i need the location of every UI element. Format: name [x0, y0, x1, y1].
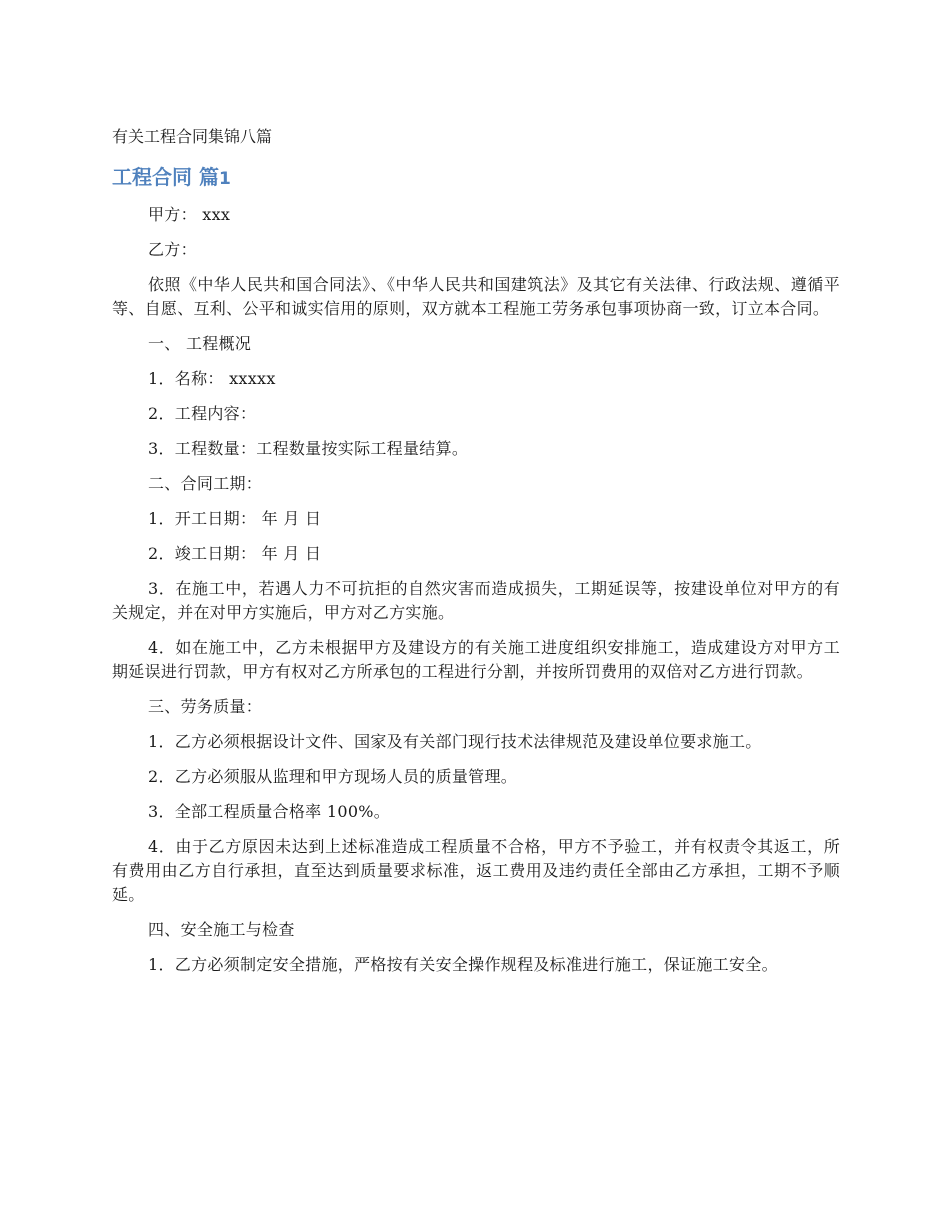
preamble-paragraph: 依照《中华人民共和国合同法》、《中华人民共和国建筑法》及其它有关法律、行政法规、遵循平等、自愿、互利、公平和诚实信用的原则，双方就本工程施工劳务承包事项协商一致，订立本合同。: [112, 275, 840, 318]
clause-item: 3．在施工中，若遇人力不可抗拒的自然灾害而造成损失，工期延误等，按建设单位对甲方的有关规定，并在对甲方实施后，甲方对乙方实施。: [112, 579, 840, 622]
section-heading-text: 工程合同 篇: [112, 165, 219, 189]
clause-item: 4．如在施工中，乙方未根据甲方及建设方的有关施工进度组织安排施工，造成建设方对甲方工期延误进行罚款，甲方有权对乙方所承包的工程进行分割，并按所罚费用的双倍对乙方进行罚款。: [112, 638, 840, 681]
clause-item: 1．开工日期： 年 月 日: [148, 509, 322, 528]
clause-item: 3．工程数量：工程数量按实际工程量结算。: [148, 439, 469, 458]
clause-heading-project-overview: 一、 工程概况: [148, 334, 252, 353]
document-title: 有关工程合同集锦八篇: [112, 127, 273, 146]
section-heading: [112, 163, 231, 193]
party-b-line: 乙方：: [148, 240, 197, 259]
clause-item: 1．名称： xxxxx: [148, 369, 276, 388]
party-a-line: 甲方： xxx: [148, 205, 231, 224]
document-body: [112, 203, 840, 988]
clause-heading-labor-quality: 三、劳务质量：: [148, 697, 263, 716]
clause-item: 1．乙方必须根据设计文件、国家及有关部门现行技术法律规范及建设单位要求施工。: [148, 732, 762, 751]
clause-item: 2．工程内容：: [148, 404, 257, 423]
clause-item: 2．竣工日期： 年 月 日: [148, 544, 322, 563]
clause-item: 1．乙方必须制定安全措施，严格按有关安全操作规程及标准进行施工，保证施工安全。: [148, 955, 778, 974]
clause-heading-contract-period: 二、合同工期：: [148, 474, 263, 493]
clause-heading-safety: 四、安全施工与检查: [148, 920, 295, 939]
section-number: 1: [218, 169, 231, 189]
clause-item: 2．乙方必须服从监理和甲方现场人员的质量管理。: [148, 767, 518, 786]
clause-item: 3．全部工程质量合格率 100%。: [148, 802, 391, 821]
clause-item: 4．由于乙方原因未达到上述标准造成工程质量不合格，甲方不予验工，并有权责令其返工，所有费用由乙方自行承担，直至达到质量要求标准，返工费用及违约责任全部由乙方承担，工期不予顺延。: [112, 837, 840, 904]
